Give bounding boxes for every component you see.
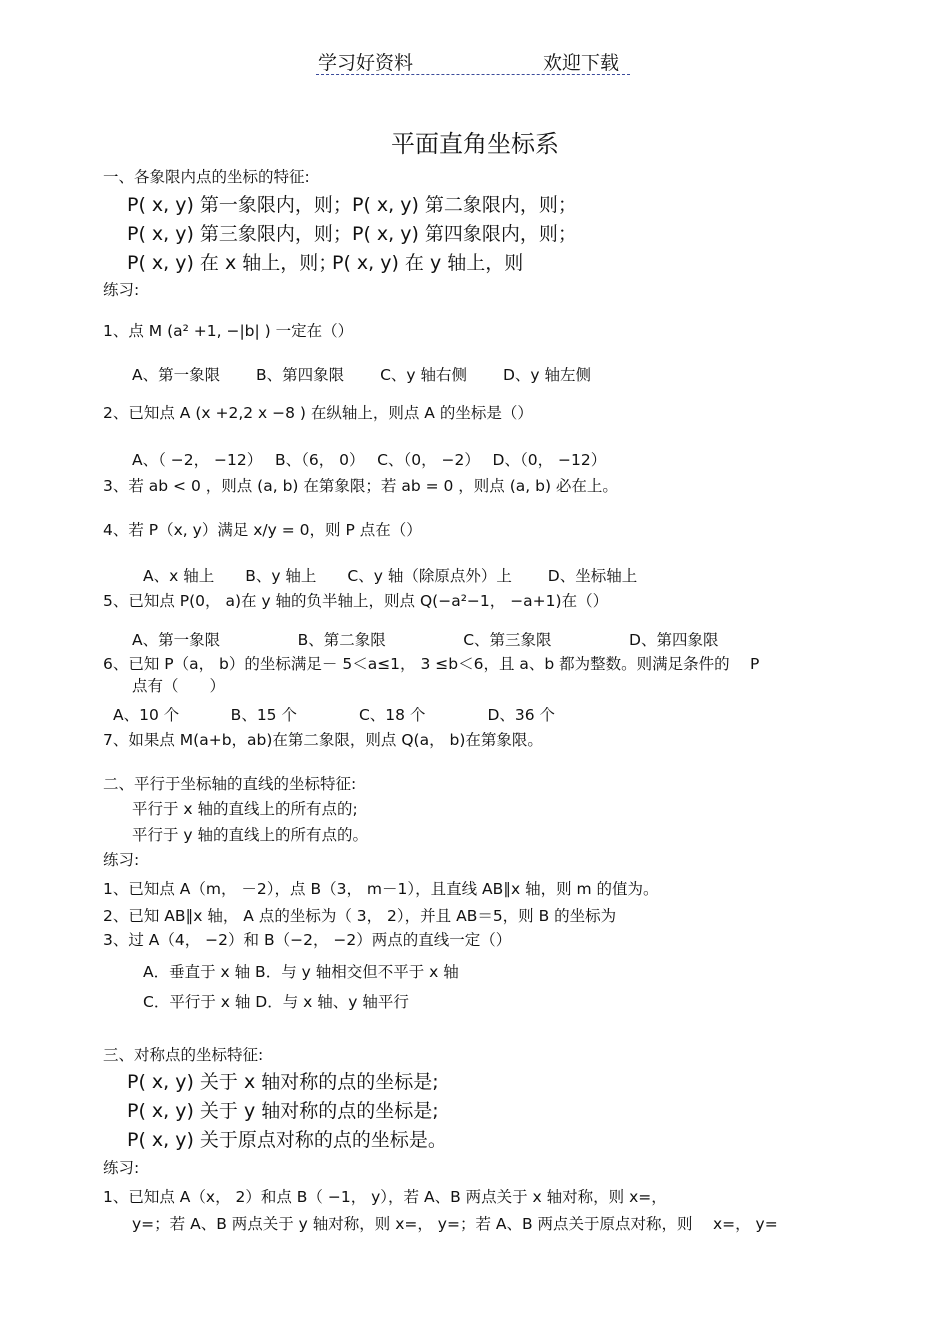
- text-line-q5: 5、已知点 P(0， a)在 y 轴的负半轴上，则点 Q(−a²−1， −a+1)在（）: [103, 592, 609, 610]
- text-line-s1-practice: 练习:: [103, 281, 140, 299]
- text-line-s3-heading: 三、对称点的坐标特征:: [103, 1046, 264, 1064]
- text-line-q3: 3、若 ab < 0 ，则点 (a, b) 在第象限；若 ab = 0 ，则点 (a, b) 必在上。: [103, 477, 618, 495]
- text-line-q6-b: 点有（ ）: [132, 677, 226, 695]
- text-line-s3-practice: 练习:: [103, 1159, 140, 1177]
- text-line-q5-opts: A、第一象限 B、第二象限 C、第三象限 D、第四象限: [132, 631, 719, 649]
- text-line-s1-l3a: P( x, y) 在 x 轴上，则；: [127, 252, 338, 274]
- text-line-s1-l1a: P( x, y) 第一象限内，则；: [127, 194, 352, 216]
- text-line-p2-3-ab: A．垂直于 x 轴 B．与 y 轴相交但不平于 x 轴: [143, 963, 459, 981]
- text-line-q2: 2、已知点 A (x +2,2 x −8 ) 在纵轴上，则点 A 的坐标是（）: [103, 404, 533, 422]
- text-line-q7: 7、如果点 M(a+b，ab)在第二象限，则点 Q(a， b)在第象限。: [103, 731, 543, 749]
- text-line-s1-l2a: P( x, y) 第三象限内，则；: [127, 223, 352, 245]
- text-line-s1-l2b: P( x, y) 第四象限内，则；: [352, 223, 577, 245]
- text-line-s1-l1b: P( x, y) 第二象限内，则；: [352, 194, 577, 216]
- text-line-q1-opts: A、第一象限 B、第四象限 C、y 轴右侧 D、y 轴左侧: [132, 366, 591, 384]
- text-line-q2-opts: A、（ −2， −12） B、（6， 0） C、（0， −2） D、（0， −12）: [132, 451, 607, 469]
- text-line-q6-opts: A、10 个 B、15 个 C、18 个 D、36 个: [113, 706, 556, 724]
- text-line-q1: 1、点 M (a² +1, −|b| ) 一定在（）: [103, 322, 354, 340]
- header-left: 学习好资料: [318, 52, 414, 74]
- text-line-q6: 6、已知 P（a， b）的坐标满足－ 5＜a≤1， 3 ≤b＜6，且 a、b 都为整数。则满足条件的 P: [103, 655, 760, 673]
- text-line-p3-1: 1、已知点 A（x， 2）和点 B（ −1， y），若 A、B 两点关于 x 轴对称，则 x=，: [103, 1188, 667, 1206]
- text-line-p2-2: 2、已知 AB∥x 轴， A 点的坐标为（ 3， 2），并且 AB＝5，则 B 的坐标为: [103, 907, 617, 925]
- text-line-p2-3: 3、过 A（4， −2）和 B（−2， −2）两点的直线一定（）: [103, 931, 512, 949]
- page-title: 平面直角坐标系: [391, 130, 559, 158]
- header-divider: [316, 74, 630, 75]
- header-right: 欢迎下载: [543, 52, 620, 74]
- text-line-s2-practice: 练习:: [103, 851, 140, 869]
- text-line-s2-l1: 平行于 x 轴的直线上的所有点的;: [132, 800, 358, 818]
- text-line-q4-opts: A、x 轴上 B、y 轴上 C、y 轴（除原点外）上 D、坐标轴上: [143, 567, 638, 585]
- text-line-s3-l2: P( x, y) 关于 y 轴对称的点的坐标是;: [127, 1100, 439, 1122]
- text-line-s1-l3b: P( x, y) 在 y 轴上，则: [332, 252, 524, 274]
- text-line-q4: 4、若 P（x, y）满足 x/y = 0，则 P 点在（）: [103, 521, 422, 539]
- text-line-s3-l3: P( x, y) 关于原点对称的点的坐标是。: [127, 1129, 447, 1151]
- text-line-s1-heading: 一、各象限内点的坐标的特征:: [103, 168, 310, 186]
- text-line-s2-l2: 平行于 y 轴的直线上的所有点的。: [132, 826, 369, 844]
- text-line-p2-3-cd: C．平行于 x 轴 D．与 x 轴、y 轴平行: [143, 993, 409, 1011]
- text-line-p3-1-b: y=；若 A、B 两点关于 y 轴对称，则 x=， y=；若 A、B 两点关于原点对称，则 x=， y=: [132, 1215, 778, 1233]
- text-line-s2-heading: 二、平行于坐标轴的直线的坐标特征:: [103, 775, 357, 793]
- text-line-s3-l1: P( x, y) 关于 x 轴对称的点的坐标是;: [127, 1071, 439, 1093]
- text-line-p2-1: 1、已知点 A（m， －2），点 B（3， m－1），且直线 AB∥x 轴，则 m 的值为。: [103, 880, 659, 898]
